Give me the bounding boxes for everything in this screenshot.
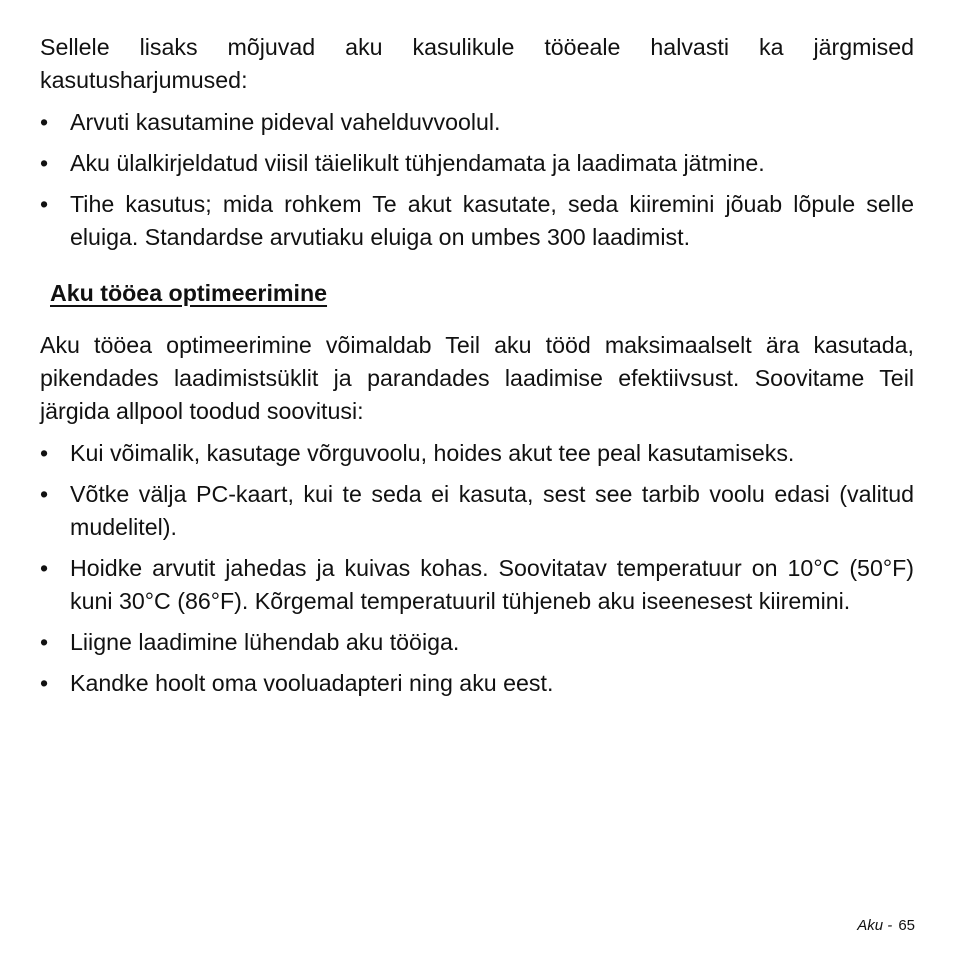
list-item-text: Liigne laadimine lühendab aku tööiga. [70, 629, 460, 655]
list-item [40, 106, 914, 139]
list-item-text: Kui võimalik, kasutage võrguvoolu, hoides akut tee peal kasutamiseks. [70, 440, 795, 466]
bullet-icon: • [40, 555, 49, 581]
list-item [40, 478, 914, 544]
section-heading: Aku tööea optimeerimine [50, 280, 328, 306]
list-item [40, 147, 914, 180]
bullet-icon: • [40, 629, 49, 655]
section-bullet-list [40, 437, 914, 700]
list-item [40, 437, 914, 470]
bullet-icon: • [40, 670, 49, 696]
list-item [40, 552, 914, 618]
footer-section-name: Aku - [857, 917, 893, 934]
page-footer [857, 916, 915, 936]
list-item [40, 188, 914, 254]
list-item [40, 667, 914, 700]
intro-paragraph: Sellele lisaks mõjuvad aku kasulikule tööeale halvasti ka järgmised kasutusharjumused: [40, 34, 914, 93]
page-number: 65 [898, 917, 915, 934]
bullet-icon: • [40, 191, 49, 217]
list-item-text: Tihe kasutus; mida rohkem Te akut kasutate, seda kiiremini jõuab lõpule selle eluiga. Standardse arvutiaku eluiga on umbes 300 laadimist. [70, 191, 914, 250]
bullet-icon: • [40, 150, 49, 176]
bullet-icon: • [40, 440, 49, 466]
section-paragraph: Aku tööea optimeerimine võimaldab Teil aku tööd maksimaalselt ära kasutada, pikendades laadimistsüklit ja parandades laadimise efektiivsust. Soovitame Teil järgida allpool toodud soovitusi: [40, 332, 914, 424]
list-item-text: Hoidke arvutit jahedas ja kuivas kohas. Soovitatav temperatuur on 10°C (50°F) kuni 30°C (86°F). Kõrgemal temperatuuril tühjeneb aku iseenesest kiiremini. [70, 555, 914, 614]
document-page [40, 31, 914, 708]
list-item-text: Arvuti kasutamine pideval vahelduvvoolul. [70, 109, 501, 135]
bullet-icon: • [40, 109, 49, 135]
list-item [40, 626, 914, 659]
list-item-text: Võtke välja PC-kaart, kui te seda ei kasuta, sest see tarbib voolu edasi (valitud mudelitel). [70, 481, 914, 540]
list-item-text: Aku ülalkirjeldatud viisil täielikult tühjendamata ja laadimata jätmine. [70, 150, 765, 176]
list-item-text: Kandke hoolt oma vooluadapteri ning aku eest. [70, 670, 554, 696]
intro-bullet-list [40, 106, 914, 254]
bullet-icon: • [40, 481, 49, 507]
